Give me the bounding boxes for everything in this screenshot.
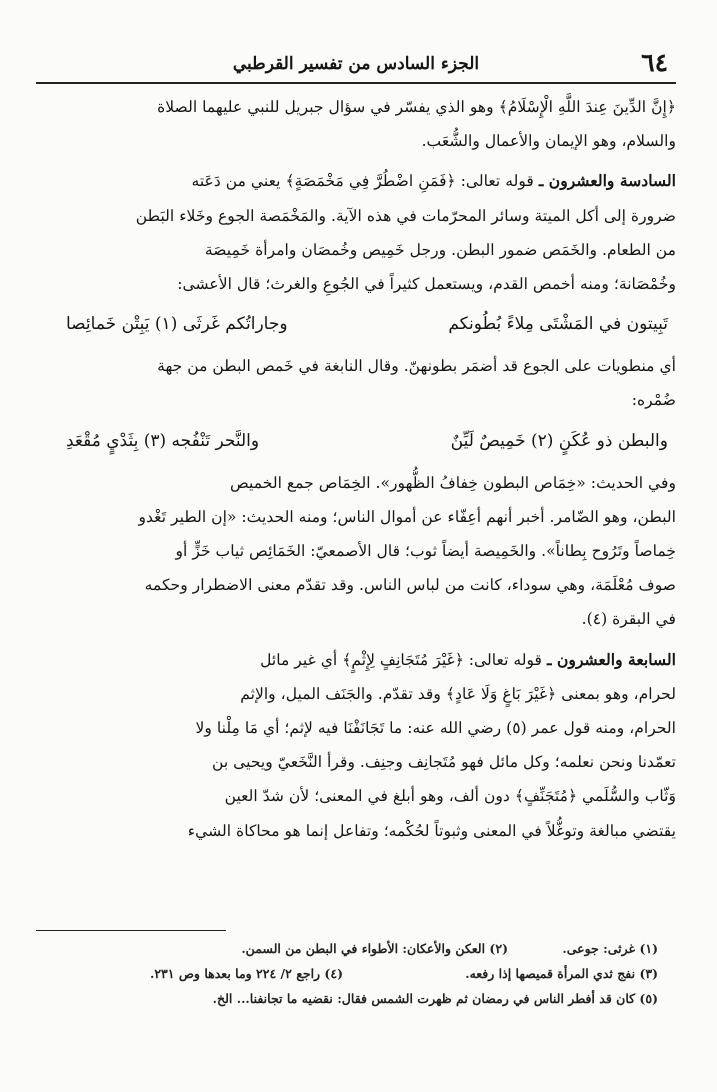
- text-line: وخُمْصَانة؛ ومنه أخمص القدم، ويستعمل كثيراً في الجُوعِ والغرث؛ قال الأعشى:: [177, 275, 676, 294]
- running-title: الجزء السادس من تفسير القرطبي: [232, 54, 480, 74]
- text-line: ضرورة إلى أكل الميتة وسائر المحرّمات في هذه الآية. والمَخْمَصة الجوع وخَلاء البَطن: [135, 206, 676, 225]
- text-line: يقتضي مبالغة وتوغُّلاً في المعنى وثبوتاً لحُكْمه؛ وتفاعل إنما هو محاكاة الشيء: [187, 821, 676, 840]
- text-line: والسلام، وهو الإيمان والأعمال والشُّعَب.: [421, 132, 676, 151]
- footnote-row: [36, 936, 658, 961]
- text-line: الحرام، ومنه قول عمر (٥) رضي الله عنه: ما تَجَانَفْنَا فيه لإثم؛ أي مَا مِلْنا ولا: [195, 719, 676, 738]
- text-line: البطن، وهو الضّامر. أخبر أنهم أعِفّاء عن أموال الناس؛ ومنه الحديث: «إن الطير تَغْدو: [138, 507, 676, 526]
- text-line: صوف مُعْلَمَة، وهي سوداء، كانت من لباس الناس. وقد تقدّم معنى الاضطرار وحكمه: [144, 576, 676, 595]
- verse-2-first-hemistich: والبطن ذو عُكَنٍ (٢) خَمِيصٌ لَيِّنٌ: [450, 430, 668, 451]
- verse-1-second-hemistich: وجاراتُكم غَرثَى (١) يَبِتْن خَمائِصا: [66, 314, 288, 335]
- text-line: ﴿إِنَّ الدِّينَ عِندَ اللَّهِ الْإِسْلَامُ﴾ وهو الذي يفسّر في سؤال جبريل للنبي عليهما الصلاة: [157, 98, 676, 116]
- footnote-3: (٣) نفج ثدي المرأة قميصها إذا رفعه.: [465, 966, 658, 981]
- footnote-divider: [36, 930, 226, 931]
- text-line: لحرام، وهو بمعنى ﴿غَيْرَ بَاغٍ وَلَا عَادٍ﴾ وقد تقدّم. والجَنَف الميل، والإثم: [240, 684, 676, 703]
- text-line: في البقرة (٤).: [581, 610, 676, 629]
- main-text: [36, 90, 676, 848]
- text-line: وفي الحديث: «خِمَاص البطون خِفافُ الظُّهور». الخِمَاص جمع الخميص: [229, 473, 676, 492]
- text-line: خِماصاً وتَرُوح بِطاناً». والخَمِيصة أيضاً ثوب؛ قال الأصمعيّ: الخَمَائِص ثياب خَزٍّ أو: [175, 542, 676, 561]
- page-number: ٦٤: [641, 48, 668, 77]
- text-line: أي منطويات على الجوع قد أضمَر بطونهنّ. وقال النابغة في خَمص البطن من جهة: [157, 357, 676, 376]
- verse-1-first-hemistich: تَبِيتون في المَشْتَى مِلاءً بُطُونكم: [448, 314, 668, 335]
- footnote-row: [36, 961, 658, 986]
- footnote-5: (٥) كان قد أفطر الناس في رمضان ثم ظهرت الشمس فقال: نقضيه ما تجانفنا... الخ.: [212, 991, 658, 1006]
- text-line: وَثّاب والسُّلَمي ﴿مُتَجَنِّفٍ﴾ دون ألف، وهو أبلغ في المعنى؛ لأن شدّ العين: [224, 787, 676, 806]
- footnote-row: [36, 986, 658, 1011]
- poem-verse-2: [66, 422, 668, 460]
- section-27-heading: السابعة والعشرون ـ: [546, 649, 676, 669]
- text-line: تعمّدنا ونحن نعلمه؛ وكل مائل فهو مُتَجانِف وجنِف. وقرأ النَّخَعيّ ويحيى بن: [211, 753, 676, 772]
- section-26-line: السادسة والعشرون ـ قوله تعالى: ﴿فَمَنِ اضْطُرَّ فِي مَخْمَصَةٍ﴾ يعني من دَعَته: [191, 171, 676, 191]
- text-line: من الطعام. والخَمَص ضمور البطن. ورجل خَمِيص وخُمصَان وامرأة خَمِيصَة: [204, 240, 676, 259]
- text-line: ضُمْره:: [631, 391, 676, 410]
- section-27-line: السابعة والعشرون ـ قوله تعالى: ﴿غَيْرَ مُتَجَانِفٍ لِإِثْمٍ﴾ أي غير مائل: [260, 649, 676, 669]
- section-26-heading: السادسة والعشرون ـ: [538, 171, 676, 191]
- footnote-4: (٤) راجع ٢/ ٢٢٤ وما بعدها وص ٢٣١.: [149, 966, 343, 981]
- footnote-1: (١) غرثى: جوعى.: [562, 941, 658, 956]
- page-header: [36, 42, 676, 84]
- verse-2-second-hemistich: والنَّحر تَنْفُجه (٣) بِثَدْيٍ مُقْعَدِ: [66, 430, 260, 451]
- poem-verse-1: [66, 305, 668, 343]
- footnotes: [36, 936, 658, 1011]
- footnote-2: (٢) العكن والأعكان: الأطواء في البطن من السمن.: [241, 941, 508, 956]
- book-page: [36, 42, 676, 848]
